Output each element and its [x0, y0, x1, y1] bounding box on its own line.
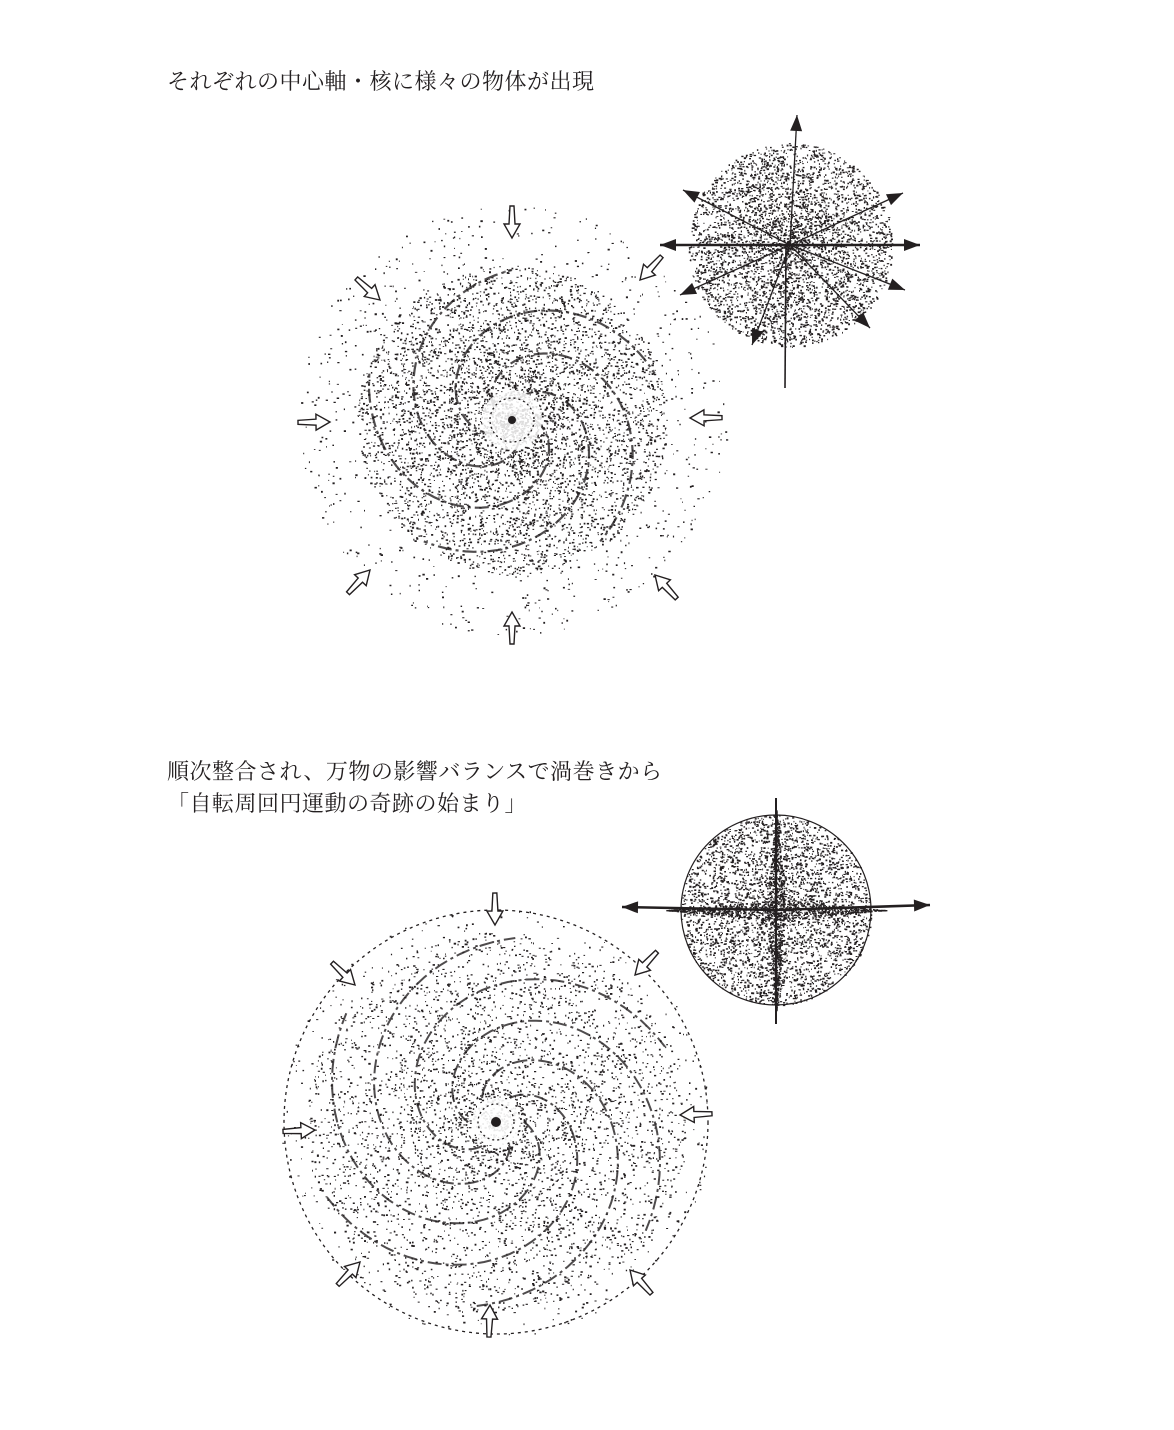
inward-arrow-4	[283, 1122, 316, 1139]
axis-sphere-stage-2	[622, 798, 930, 1024]
spiral-arm-2-5	[477, 1060, 618, 1306]
inward-arrow-2	[326, 957, 360, 991]
core-stage-2	[472, 1098, 520, 1146]
caption-bottom-line-2: 「自転周回円運動の奇跡の始まり」	[167, 792, 528, 817]
inward-arrow-3	[629, 946, 663, 980]
inward-arrow-8	[481, 1305, 498, 1338]
caption-top: それぞれの中心軸・核に様々の物体が出現	[167, 70, 595, 95]
spiral-arm-2-2	[374, 938, 515, 1184]
spiral-arm-2-6	[327, 1095, 577, 1265]
inward-arrow-7	[624, 1265, 657, 1299]
caption-bottom-line-1: 順次整合され、万物の影響バランスで渦巻きから	[167, 760, 663, 785]
inward-arrow-1	[487, 893, 503, 925]
core-dot-2	[491, 1117, 501, 1127]
